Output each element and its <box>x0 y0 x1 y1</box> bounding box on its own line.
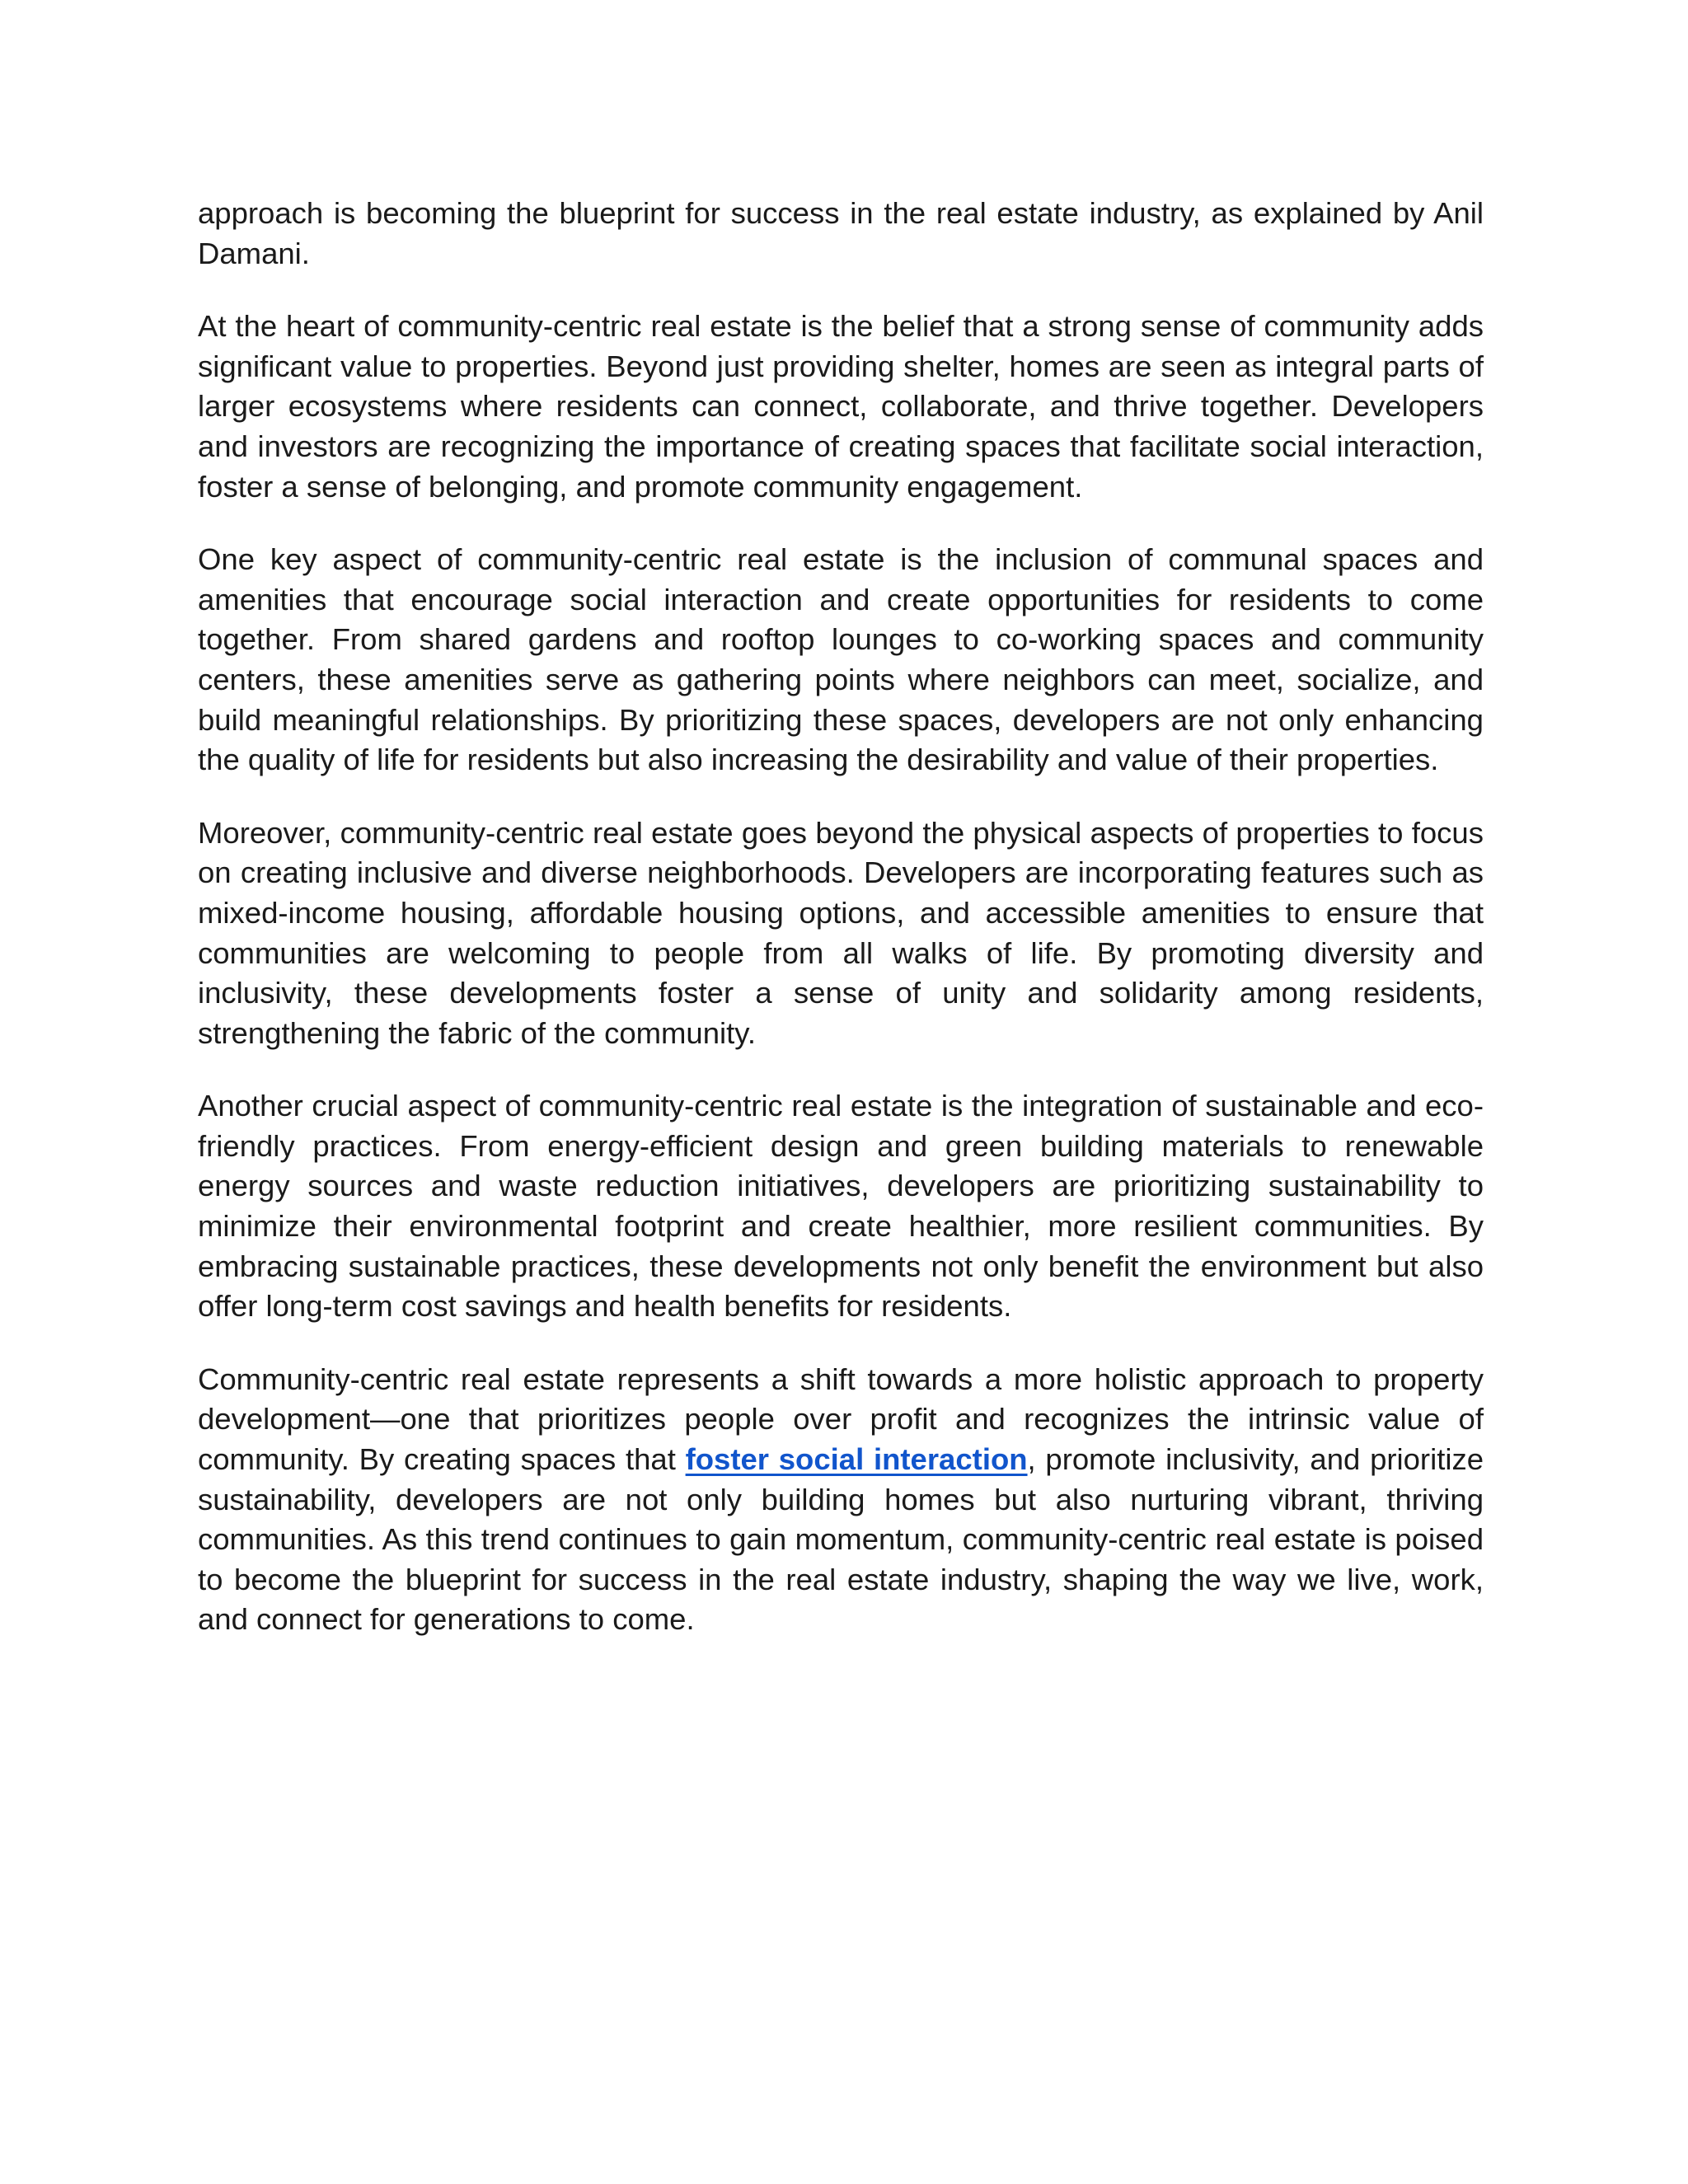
document-body <box>198 194 1484 1673</box>
paragraph-5: Another crucial aspect of community-centric real estate is the integration of sustainable and eco-friendly practices. From energy-efficient design and green building materials to renewable energy sources and waste reduction initiatives, developers are prioritizing sustainability to minimize their environmental footprint and create healthier, more resilient communities. By embracing sustainable practices, these developments not only benefit the environment but also offer long-term cost savings and health benefits for residents. <box>198 1089 1484 1324</box>
paragraph-closing <box>198 1360 1484 1640</box>
closing-text-before-link: Community-centric real estate represents a shift towards a more holistic approach to property development—one that prioritizes people over profit and recognizes the intrinsic value of community. By creating spaces that <box>198 1361 1484 1477</box>
paragraph-3: One key aspect of community-centric real estate is the inclusion of communal spaces and amenities that encourage social interaction and create opportunities for residents to come together. From shared gardens and rooftop lounges to co-working spaces and community centers, these amenities serve as gathering points where neighbors can meet, socialize, and build meaningful relationships. By prioritizing these spaces, developers are not only enhancing the quality of life for residents but also increasing the desirability and value of their properties. <box>198 542 1484 777</box>
paragraph-4: Moreover, community-centric real estate goes beyond the physical aspects of properties to focus on creating inclusive and diverse neighborhoods. Developers are incorporating features such as mixed-income housing, affordable housing options, and accessible amenities to ensure that communities are welcoming to people from all walks of life. By promoting diversity and inclusivity, these developments foster a sense of unity and solidarity among residents, strengthening the fabric of the community. <box>198 815 1484 1050</box>
closing-text-after-link: , promote inclusivity, and prioritize sustainability, developers are not only building homes but also nurturing vibrant, thriving communities. As this trend continues to gain momentum, community-centric real estate is poised to become the blueprint for success in the real estate industry, shaping the way we live, work, and connect for generations to come. <box>198 1442 1484 1637</box>
foster-social-interaction-link[interactable]: foster social interaction <box>685 1442 1028 1477</box>
paragraph-1: approach is becoming the blueprint for success in the real estate industry, as explained by Anil Damani. <box>198 196 1484 270</box>
paragraph-2: At the heart of community-centric real estate is the belief that a strong sense of community adds significant value to properties. Beyond just providing shelter, homes are seen as integral parts of larger ecosystems where residents can connect, collaborate, and thrive together. Developers and investors are recognizing the importance of creating spaces that facilitate social interaction, foster a sense of belonging, and promote community engagement. <box>198 309 1484 504</box>
